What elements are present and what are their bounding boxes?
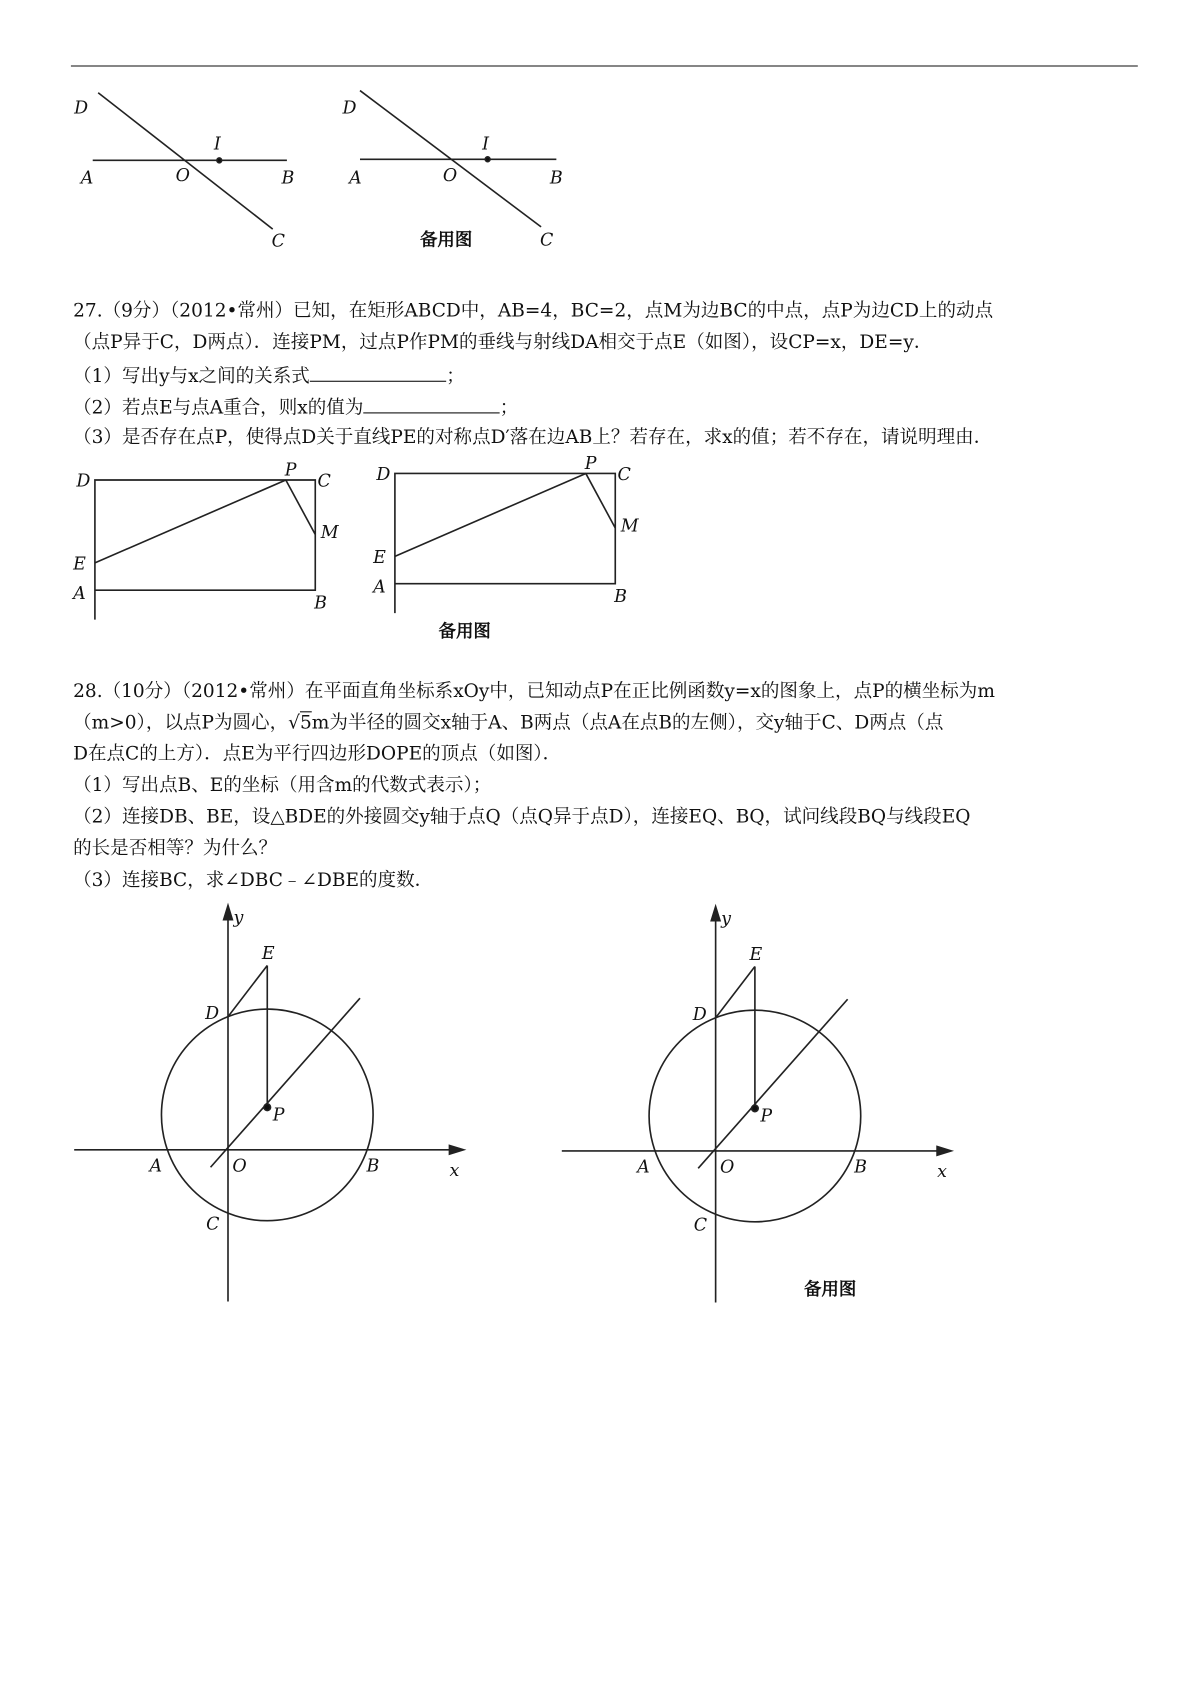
label-D: D [74, 98, 89, 119]
q28-part-1: （1）写出点B、E的坐标（用含m的代数式表示）； [73, 774, 492, 797]
label-M: M [620, 516, 639, 537]
label-y: y [233, 907, 244, 928]
backup-caption: 备用图 [438, 622, 491, 643]
label-P: P [760, 1106, 773, 1127]
label-E: E [261, 943, 275, 964]
label-E: E [73, 554, 86, 575]
label-D: D [692, 1004, 707, 1025]
label-A: A [73, 583, 86, 604]
fig-27-backup [395, 473, 615, 613]
q28-part-3: （3）连接BC，求∠DBC﹣∠DBE的度数． [73, 869, 434, 892]
fig-28-backup [562, 907, 951, 1303]
q28-line-3: D在点C的上方）．点E为平行四边形DOPE的顶点（如图）． [73, 742, 562, 765]
label-E: E [749, 944, 763, 965]
label-O: O [175, 166, 190, 187]
label-O: O [442, 166, 458, 187]
label-C: C [693, 1215, 708, 1236]
label-y: y [721, 908, 731, 929]
q28-line-2a: （m>0），以点P为圆心， [73, 712, 289, 735]
label-D: D [376, 464, 391, 485]
label-x: x [449, 1160, 460, 1181]
q27-part-2-text: （2）若点E与点A重合，则x的值为 [73, 397, 364, 419]
sqrt-symbol: √ [288, 712, 300, 735]
label-C: C [317, 471, 331, 492]
label-A: A [80, 168, 94, 189]
label-M: M [320, 522, 339, 543]
label-D: D [76, 471, 91, 492]
label-B: B [366, 1156, 380, 1177]
q28-part-2: （2）连接DB、BE，设△BDE的外接圆交y轴于点Q（点Q异于点D），连接EQ、BQ，试问线段BQ与线段EQ [73, 806, 971, 828]
label-D: D [205, 1003, 220, 1024]
q28-part-2-cont: 的长是否相等？为什么？ [73, 837, 278, 860]
q27-part-1-text: （1）写出y与x之间的关系式 [73, 365, 310, 388]
label-A: A [149, 1156, 163, 1177]
label-B: B [314, 593, 328, 614]
label-O: O [232, 1156, 247, 1177]
label-A: A [373, 577, 386, 598]
q27-part-1 [73, 363, 465, 387]
backup-caption: 备用图 [803, 1279, 857, 1300]
label-B: B [549, 168, 563, 189]
label-O: O [719, 1157, 735, 1178]
semicolon: ； [446, 365, 465, 388]
label-C: C [539, 230, 554, 251]
q27-line-2: （点P异于C，D两点）．连接PM，过点P作PM的垂线与射线DA相交于点E（如图），设CP=x，DE=y． [73, 331, 933, 354]
fig-26-backup [360, 91, 556, 227]
label-A: A [637, 1157, 650, 1178]
label-C: C [206, 1214, 220, 1235]
label-B: B [614, 587, 628, 608]
label-P: P [584, 454, 597, 475]
fig-26-main [93, 93, 287, 229]
label-E: E [373, 547, 386, 568]
semicolon: ； [499, 397, 519, 419]
label-C: C [271, 231, 285, 252]
fig-28-main [74, 905, 463, 1301]
label-C: C [617, 464, 631, 485]
fig-27-main [95, 480, 315, 620]
label-x: x [937, 1162, 947, 1183]
label-P: P [272, 1105, 285, 1126]
label-D: D [342, 98, 357, 119]
q28-line-1: 28.（10分）（2012•常州）在平面直角坐标系xOy中，已知动点P在正比例函数y=x的图象上，点P的横坐标为m [73, 680, 995, 703]
q27-part-3: （3）是否存在点P，使得点D关于直线PE的对称点D′落在边AB上？若存在，求x的值；若不存在，请说明理由． [73, 426, 993, 449]
q28-line-2 [73, 712, 943, 734]
backup-caption: 备用图 [419, 230, 473, 251]
label-B: B [281, 168, 295, 189]
label-I: I [482, 134, 490, 155]
answer-blank-2[interactable] [363, 395, 499, 414]
q27-part-2 [73, 395, 518, 419]
label-I: I [213, 134, 221, 155]
answer-blank-1[interactable] [310, 363, 446, 382]
q28-line-2b: m为半径的圆交x轴于A、B两点（点A在点B的左侧），交y轴于C、D两点（点 [311, 712, 944, 735]
label-A: A [349, 168, 362, 189]
label-B: B [854, 1157, 868, 1178]
q27-line-1: 27.（9分）（2012•常州）已知，在矩形ABCD中，AB=4，BC=2，点M为边BC的中点，点P为边CD上的动点 [73, 299, 994, 322]
label-P: P [284, 460, 297, 481]
sqrt-radicand: 5 [299, 712, 312, 735]
